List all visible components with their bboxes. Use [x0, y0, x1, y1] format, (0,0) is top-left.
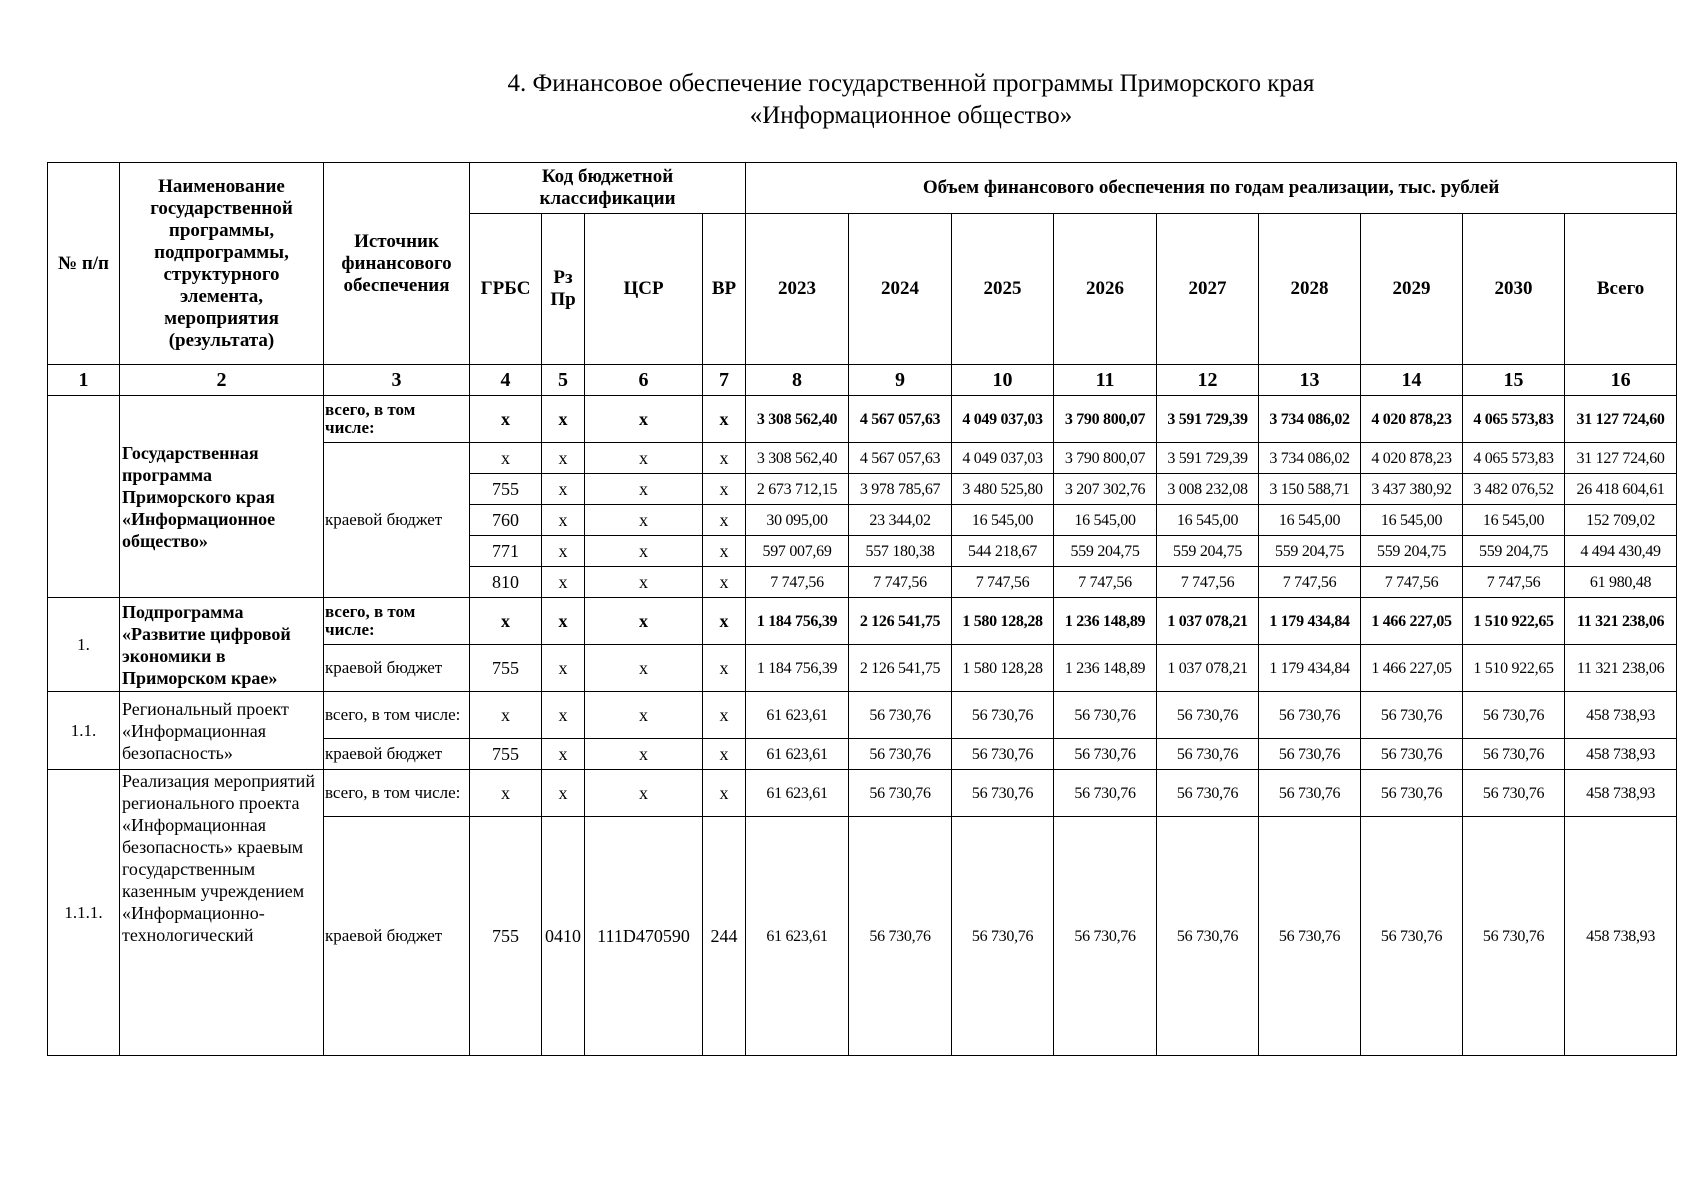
- amount-cell: 56 730,76: [1463, 692, 1565, 739]
- amount-cell: 56 730,76: [952, 739, 1054, 770]
- amount-cell: 3 790 800,07: [1054, 443, 1157, 474]
- column-number: 13: [1259, 365, 1361, 396]
- row-number: [48, 396, 120, 598]
- row-name: Региональный проект «Информационная безопасность»: [120, 692, 324, 770]
- amount-cell: 3 591 729,39: [1157, 396, 1259, 443]
- amount-cell: 1 580 128,28: [952, 598, 1054, 645]
- amount-cell: 61 623,61: [746, 817, 849, 1056]
- csr-cell: x: [585, 396, 703, 443]
- amount-cell: 4 567 057,63: [849, 396, 952, 443]
- vr-cell: x: [703, 474, 746, 505]
- header-num: № п/п: [48, 163, 120, 365]
- table-row: [48, 692, 1677, 739]
- grbs-cell: x: [470, 443, 542, 474]
- column-number: 8: [746, 365, 849, 396]
- vr-cell: x: [703, 692, 746, 739]
- amount-cell: 16 545,00: [1157, 505, 1259, 536]
- header-vr: ВР: [703, 214, 746, 365]
- total-cell: 31 127 724,60: [1565, 396, 1677, 443]
- total-cell: 11 321 238,06: [1565, 645, 1677, 692]
- vr-cell: x: [703, 598, 746, 645]
- amount-cell: 559 204,75: [1463, 536, 1565, 567]
- amount-cell: 4 567 057,63: [849, 443, 952, 474]
- amount-cell: 56 730,76: [1157, 692, 1259, 739]
- grbs-cell: x: [470, 396, 542, 443]
- row-number: 1.1.: [48, 692, 120, 770]
- column-number: 4: [470, 365, 542, 396]
- amount-cell: 3 207 302,76: [1054, 474, 1157, 505]
- source-cell: краевой бюджет: [324, 817, 470, 1056]
- column-number: 11: [1054, 365, 1157, 396]
- amount-cell: 56 730,76: [1361, 770, 1463, 817]
- rzpr-cell: x: [542, 443, 585, 474]
- amount-cell: 1 184 756,39: [746, 598, 849, 645]
- csr-cell: x: [585, 474, 703, 505]
- amount-cell: 1 037 078,21: [1157, 645, 1259, 692]
- amount-cell: 56 730,76: [849, 817, 952, 1056]
- vr-cell: x: [703, 536, 746, 567]
- amount-cell: 61 623,61: [746, 770, 849, 817]
- rzpr-cell: 0410: [542, 817, 585, 1056]
- csr-cell: x: [585, 739, 703, 770]
- amount-cell: 3 308 562,40: [746, 396, 849, 443]
- amount-cell: 1 236 148,89: [1054, 598, 1157, 645]
- amount-cell: 4 049 037,03: [952, 443, 1054, 474]
- source-cell: всего, в том числе:: [324, 396, 470, 443]
- amount-cell: 1 510 922,65: [1463, 645, 1565, 692]
- amount-cell: 7 747,56: [1463, 567, 1565, 598]
- amount-cell: 3 734 086,02: [1259, 443, 1361, 474]
- amount-cell: 7 747,56: [952, 567, 1054, 598]
- header-total: Всего: [1565, 214, 1677, 365]
- total-cell: 4 494 430,49: [1565, 536, 1677, 567]
- grbs-cell: 755: [470, 739, 542, 770]
- column-number: 3: [324, 365, 470, 396]
- csr-cell: x: [585, 692, 703, 739]
- amount-cell: 3 482 076,52: [1463, 474, 1565, 505]
- amount-cell: 56 730,76: [952, 770, 1054, 817]
- table-row: [48, 396, 1677, 443]
- total-cell: 458 738,93: [1565, 770, 1677, 817]
- grbs-cell: 755: [470, 474, 542, 505]
- rzpr-cell: x: [542, 536, 585, 567]
- amount-cell: 1 179 434,84: [1259, 645, 1361, 692]
- amount-cell: 56 730,76: [1157, 817, 1259, 1056]
- amount-cell: 56 730,76: [1054, 692, 1157, 739]
- amount-cell: 3 734 086,02: [1259, 396, 1361, 443]
- vr-cell: 244: [703, 817, 746, 1056]
- header-year: 2030: [1463, 214, 1565, 365]
- source-cell: всего, в том числе:: [324, 770, 470, 817]
- amount-cell: 4 020 878,23: [1361, 443, 1463, 474]
- amount-cell: 56 730,76: [1259, 770, 1361, 817]
- rzpr-cell: x: [542, 692, 585, 739]
- header-csr: ЦСР: [585, 214, 703, 365]
- column-number: 14: [1361, 365, 1463, 396]
- row-name: Реализация мероприятий регионального проекта «Информационная безопасность» краевым государственным казенным учреждением «Информационно-технологический: [120, 770, 324, 1056]
- amount-cell: 3 591 729,39: [1157, 443, 1259, 474]
- amount-cell: 544 218,67: [952, 536, 1054, 567]
- amount-cell: 56 730,76: [1463, 817, 1565, 1056]
- title-line-1: 4. Финансовое обеспечение государственной программы Приморского края: [507, 70, 1315, 97]
- amount-cell: 56 730,76: [1259, 817, 1361, 1056]
- amount-cell: 3 978 785,67: [849, 474, 952, 505]
- rzpr-cell: x: [542, 396, 585, 443]
- amount-cell: 56 730,76: [849, 739, 952, 770]
- amount-cell: 61 623,61: [746, 739, 849, 770]
- total-cell: 458 738,93: [1565, 692, 1677, 739]
- row-name: Подпрограмма «Развитие цифровой экономики в Приморском крае»: [120, 598, 324, 692]
- amount-cell: 16 545,00: [1054, 505, 1157, 536]
- amount-cell: 597 007,69: [746, 536, 849, 567]
- amount-cell: 1 179 434,84: [1259, 598, 1361, 645]
- amount-cell: 559 204,75: [1361, 536, 1463, 567]
- csr-cell: x: [585, 598, 703, 645]
- amount-cell: 559 204,75: [1259, 536, 1361, 567]
- total-cell: 11 321 238,06: [1565, 598, 1677, 645]
- csr-cell: 111D470590: [585, 817, 703, 1056]
- column-number-row: [48, 365, 1677, 396]
- grbs-cell: 771: [470, 536, 542, 567]
- column-number: 6: [585, 365, 703, 396]
- rzpr-cell: x: [542, 598, 585, 645]
- csr-cell: x: [585, 443, 703, 474]
- amount-cell: 3 008 232,08: [1157, 474, 1259, 505]
- vr-cell: x: [703, 396, 746, 443]
- amount-cell: 56 730,76: [952, 692, 1054, 739]
- amount-cell: 2 126 541,75: [849, 645, 952, 692]
- amount-cell: 1 466 227,05: [1361, 598, 1463, 645]
- table-row: [48, 770, 1677, 817]
- amount-cell: 1 184 756,39: [746, 645, 849, 692]
- total-cell: 61 980,48: [1565, 567, 1677, 598]
- amount-cell: 3 437 380,92: [1361, 474, 1463, 505]
- header-source: Источник финансового обеспечения: [324, 163, 470, 365]
- amount-cell: 7 747,56: [1054, 567, 1157, 598]
- amount-cell: 1 466 227,05: [1361, 645, 1463, 692]
- column-number: 5: [542, 365, 585, 396]
- row-number: 1.1.1.: [48, 770, 120, 1056]
- header-budget-code: Код бюджетной классификации: [470, 163, 746, 214]
- grbs-cell: 760: [470, 505, 542, 536]
- amount-cell: 56 730,76: [1259, 692, 1361, 739]
- amount-cell: 4 065 573,83: [1463, 443, 1565, 474]
- grbs-cell: 755: [470, 645, 542, 692]
- column-number: 9: [849, 365, 952, 396]
- header-year: 2026: [1054, 214, 1157, 365]
- header-name: Наименование государственной программы, подпрограммы, структурного элемента, мероприятия (результата): [120, 163, 324, 365]
- amount-cell: 4 065 573,83: [1463, 396, 1565, 443]
- total-cell: 458 738,93: [1565, 739, 1677, 770]
- grbs-cell: 755: [470, 817, 542, 1056]
- amount-cell: 56 730,76: [952, 817, 1054, 1056]
- csr-cell: x: [585, 645, 703, 692]
- header-year: 2025: [952, 214, 1054, 365]
- header-year: 2023: [746, 214, 849, 365]
- column-number: 10: [952, 365, 1054, 396]
- source-cell: всего, в том числе:: [324, 598, 470, 645]
- amount-cell: 56 730,76: [1361, 692, 1463, 739]
- amount-cell: 3 480 525,80: [952, 474, 1054, 505]
- amount-cell: 1 236 148,89: [1054, 645, 1157, 692]
- header-volume: Объем финансового обеспечения по годам реализации, тыс. рублей: [746, 163, 1677, 214]
- vr-cell: x: [703, 645, 746, 692]
- total-cell: 152 709,02: [1565, 505, 1677, 536]
- csr-cell: x: [585, 536, 703, 567]
- amount-cell: 56 730,76: [1463, 770, 1565, 817]
- amount-cell: 1 580 128,28: [952, 645, 1054, 692]
- amount-cell: 559 204,75: [1157, 536, 1259, 567]
- amount-cell: 7 747,56: [849, 567, 952, 598]
- source-cell: всего, в том числе:: [324, 692, 470, 739]
- rzpr-cell: x: [542, 505, 585, 536]
- financing-table: [47, 162, 1677, 1056]
- column-number: 12: [1157, 365, 1259, 396]
- amount-cell: 56 730,76: [1054, 739, 1157, 770]
- grbs-cell: x: [470, 598, 542, 645]
- csr-cell: x: [585, 567, 703, 598]
- amount-cell: 16 545,00: [1259, 505, 1361, 536]
- rzpr-cell: x: [542, 739, 585, 770]
- amount-cell: 3 790 800,07: [1054, 396, 1157, 443]
- amount-cell: 56 730,76: [1259, 739, 1361, 770]
- csr-cell: x: [585, 770, 703, 817]
- document-title: [0, 68, 1702, 132]
- vr-cell: x: [703, 770, 746, 817]
- rzpr-cell: x: [542, 567, 585, 598]
- header-rzpr: Рз Пр: [542, 214, 585, 365]
- amount-cell: 559 204,75: [1054, 536, 1157, 567]
- column-number: 7: [703, 365, 746, 396]
- amount-cell: 16 545,00: [1361, 505, 1463, 536]
- amount-cell: 56 730,76: [1054, 770, 1157, 817]
- source-cell: краевой бюджет: [324, 739, 470, 770]
- column-number: 15: [1463, 365, 1565, 396]
- table-body: [48, 365, 1677, 1056]
- amount-cell: 4 020 878,23: [1361, 396, 1463, 443]
- amount-cell: 56 730,76: [1361, 739, 1463, 770]
- amount-cell: 23 344,02: [849, 505, 952, 536]
- amount-cell: 3 308 562,40: [746, 443, 849, 474]
- rzpr-cell: x: [542, 474, 585, 505]
- amount-cell: 7 747,56: [1361, 567, 1463, 598]
- grbs-cell: x: [470, 692, 542, 739]
- amount-cell: 56 730,76: [1463, 739, 1565, 770]
- rzpr-cell: x: [542, 645, 585, 692]
- header-year: 2027: [1157, 214, 1259, 365]
- amount-cell: 7 747,56: [1259, 567, 1361, 598]
- amount-cell: 56 730,76: [849, 770, 952, 817]
- amount-cell: 56 730,76: [1157, 770, 1259, 817]
- amount-cell: 2 673 712,15: [746, 474, 849, 505]
- amount-cell: 56 730,76: [1054, 817, 1157, 1056]
- vr-cell: x: [703, 443, 746, 474]
- amount-cell: 56 730,76: [849, 692, 952, 739]
- total-cell: 31 127 724,60: [1565, 443, 1677, 474]
- vr-cell: x: [703, 739, 746, 770]
- amount-cell: 56 730,76: [1361, 817, 1463, 1056]
- total-cell: 458 738,93: [1565, 817, 1677, 1056]
- vr-cell: x: [703, 567, 746, 598]
- amount-cell: 1 510 922,65: [1463, 598, 1565, 645]
- amount-cell: 4 049 037,03: [952, 396, 1054, 443]
- amount-cell: 56 730,76: [1157, 739, 1259, 770]
- amount-cell: 7 747,56: [1157, 567, 1259, 598]
- row-number: 1.: [48, 598, 120, 692]
- amount-cell: 16 545,00: [1463, 505, 1565, 536]
- table-row: [48, 598, 1677, 645]
- source-cell: краевой бюджет: [324, 645, 470, 692]
- rzpr-cell: x: [542, 770, 585, 817]
- amount-cell: 30 095,00: [746, 505, 849, 536]
- amount-cell: 16 545,00: [952, 505, 1054, 536]
- amount-cell: 2 126 541,75: [849, 598, 952, 645]
- amount-cell: 1 037 078,21: [1157, 598, 1259, 645]
- amount-cell: 3 150 588,71: [1259, 474, 1361, 505]
- amount-cell: 61 623,61: [746, 692, 849, 739]
- column-number: 16: [1565, 365, 1677, 396]
- header-grbs: ГРБС: [470, 214, 542, 365]
- header-year: 2024: [849, 214, 952, 365]
- row-name: Государственная программа Приморского края «Информационное общество»: [120, 396, 324, 598]
- column-number: 1: [48, 365, 120, 396]
- title-line-2: «Информационное общество»: [749, 102, 1073, 129]
- amount-cell: 7 747,56: [746, 567, 849, 598]
- header-year: 2029: [1361, 214, 1463, 365]
- source-cell: краевой бюджет: [324, 443, 470, 598]
- total-cell: 26 418 604,61: [1565, 474, 1677, 505]
- amount-cell: 557 180,38: [849, 536, 952, 567]
- csr-cell: x: [585, 505, 703, 536]
- vr-cell: x: [703, 505, 746, 536]
- grbs-cell: x: [470, 770, 542, 817]
- column-number: 2: [120, 365, 324, 396]
- grbs-cell: 810: [470, 567, 542, 598]
- header-year: 2028: [1259, 214, 1361, 365]
